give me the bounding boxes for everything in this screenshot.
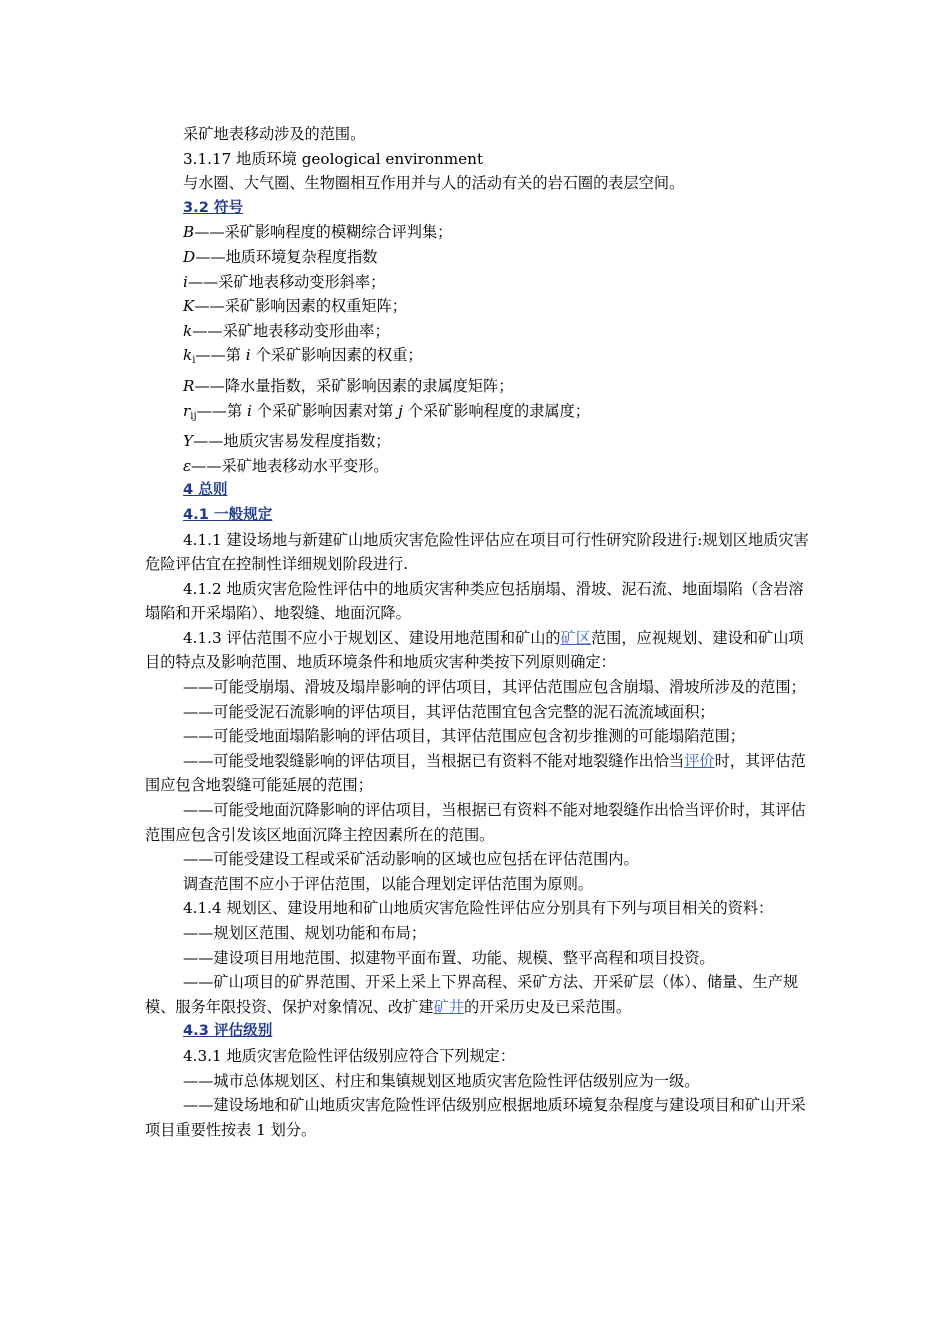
symbol: i <box>183 272 188 291</box>
symbol: k <box>183 321 193 340</box>
term-definition: 与水圈、大气圈、生物圈相互作用并与人的活动有关的岩石圈的表层空间。 <box>183 174 685 193</box>
paragraph-4-1-2: 4.1.2 地质灾害危险性评估中的地质灾害种类应包括崩塌、滑坡、泥石流、地面塌陷（含岩溶塌陷和开采塌陷）、地裂缝、地面沉降。 <box>145 579 804 623</box>
list-item <box>145 970 813 1019</box>
symbol: D <box>183 247 196 266</box>
list-item: ——建设场地和矿山地质灾害危险性评估级别应根据地质环境复杂程度与建设项目和矿山开采项目重要性按表 1 划分。 <box>145 1096 806 1139</box>
symbol-line <box>145 270 813 295</box>
section-heading-3-2[interactable]: 3.2 符号 <box>183 198 244 216</box>
list-item: ——可能受崩塌、滑坡及塌岸影响的评估项目，其评估范围应包含崩塌、滑坡所涉及的范围； <box>183 678 806 697</box>
symbol-text: ——采矿影响程度的模糊综合评判集； <box>194 223 453 242</box>
paragraph-text: 范围，应视规划、建设和矿山项目的特点及影响范围、地质环境条件和地质灾害种类按下列原则确定： <box>145 628 804 672</box>
symbol: R <box>183 376 195 395</box>
symbol: Y <box>183 432 194 451</box>
list-item: ——城市总体规划区、村庄和集镇规划区地质灾害危险性评估级别应为一级。 <box>183 1071 700 1090</box>
symbol-index: j <box>398 401 403 420</box>
symbol-index: i <box>246 401 252 420</box>
symbol: k <box>183 346 193 365</box>
symbol-line <box>145 399 813 430</box>
section-heading-4[interactable]: 4 总则 <box>183 481 228 499</box>
list-item: ——可能受地面沉降影响的评估项目，当根据已有资料不能对地裂缝作出恰当评价时，其评估范围应包含引发该区地面沉降主控因素所在的范围。 <box>145 801 806 844</box>
paragraph: 调查范围不应小于评估范围，以能合理划定评估范围为原则。 <box>183 874 594 893</box>
symbol-text: ——采矿地表移动变形斜率； <box>187 272 386 291</box>
paragraph-4-1-4: 4.1.4 规划区、建设用地和矿山地质灾害危险性评估应分别具有下列与项目相关的资料： <box>183 899 774 918</box>
symbol-subscript: ij <box>190 410 197 422</box>
symbol-text: ——地质灾害易发程度指数； <box>193 432 391 451</box>
paragraph-text: 的开采历史及已采范围。 <box>463 997 631 1016</box>
symbol: ε <box>183 456 192 475</box>
paragraph-4-1-1: 4.1.1 建设场地与新建矿山地质灾害危险性评估应在项目可行性研究阶段进行:规划区地质灾害危险评估宜在控制性详细规划阶段进行. <box>145 530 809 574</box>
symbol-line <box>145 454 813 479</box>
section-heading-4-3[interactable]: 4.3 评估级别 <box>183 1022 273 1040</box>
paragraph-text: ——可能受地裂缝影响的评估项目，当根据已有资料不能对地裂缝作出恰当 <box>183 751 685 770</box>
symbol-text: ——降水量指数，采矿影响因素的隶属度矩阵； <box>194 376 514 395</box>
symbol-text: ——采矿地表移动变形曲率； <box>192 321 390 340</box>
paragraph-text: 时，其评估范围应包含地裂缝可能延展的范围； <box>145 751 806 795</box>
symbol-line <box>145 220 813 245</box>
symbol-line <box>145 294 813 319</box>
list-item: ——可能受建设工程或采矿活动影响的区域也应包括在评估范围内。 <box>183 850 639 869</box>
symbol-text: ——第 <box>195 346 246 365</box>
symbol-line <box>145 245 813 270</box>
list-item: ——规划区范围、规划功能和布局； <box>183 924 426 942</box>
symbol-text: ——采矿地表移动水平变形。 <box>191 456 389 475</box>
symbol-text: 个采矿影响因素对第 <box>251 401 399 420</box>
link-mining-area[interactable]: 矿区 <box>560 628 591 647</box>
paragraph-4-3-1: 4.3.1 地质灾害危险性评估级别应符合下列规定： <box>183 1046 516 1065</box>
list-item: ——可能受地面塌陷影响的评估项目，其评估范围应包含初步推测的可能塌陷范围； <box>183 727 745 746</box>
symbol-subscript: i <box>192 355 196 367</box>
list-item: ——建设项目用地范围、拟建物平面布置、功能、规模、整平高程和项目投资。 <box>183 948 715 967</box>
text-line: 采矿地表移动涉及的范围。 <box>183 125 366 143</box>
symbol-index: i <box>245 346 251 365</box>
link-evaluation[interactable]: 评价 <box>684 751 715 770</box>
list-item: ——可能受泥石流影响的评估项目，其评估范围宜包含完整的泥石流流域面积； <box>183 702 715 721</box>
symbol: B <box>183 223 195 242</box>
symbol-line <box>145 319 813 344</box>
symbol: K <box>183 297 195 316</box>
list-item <box>145 749 813 798</box>
term-heading: 3.1.17 地质环境 geological environment <box>183 149 484 168</box>
symbol-line <box>145 429 813 454</box>
section-heading-4-1[interactable]: 4.1 一般规定 <box>183 505 273 523</box>
paragraph-text: ——矿山项目的矿界范围、开采上采上下界高程、采矿方法、开采矿层（体）、储量、生产规模、服务年限投资、保护对象情况、改扩建 <box>145 973 799 1016</box>
symbol-text: 个采矿影响因素的权重； <box>250 346 423 365</box>
paragraph-4-1-3 <box>145 626 813 675</box>
symbol-text: ——采矿影响因素的权重矩阵； <box>194 297 407 316</box>
symbol-text: ——地质环境复杂程度指数 <box>195 247 378 266</box>
link-mine-shaft[interactable]: 矿井 <box>433 997 464 1016</box>
symbol: r <box>183 401 191 420</box>
symbol-line <box>145 343 813 374</box>
symbol-text: ——第 <box>196 401 247 420</box>
symbol-text: 个采矿影响程度的隶属度； <box>402 401 590 420</box>
document-page <box>145 122 813 1142</box>
paragraph-text: 4.1.3 评估范围不应小于规划区、建设用地范围和矿山的 <box>183 628 561 647</box>
symbol-line <box>145 374 813 399</box>
